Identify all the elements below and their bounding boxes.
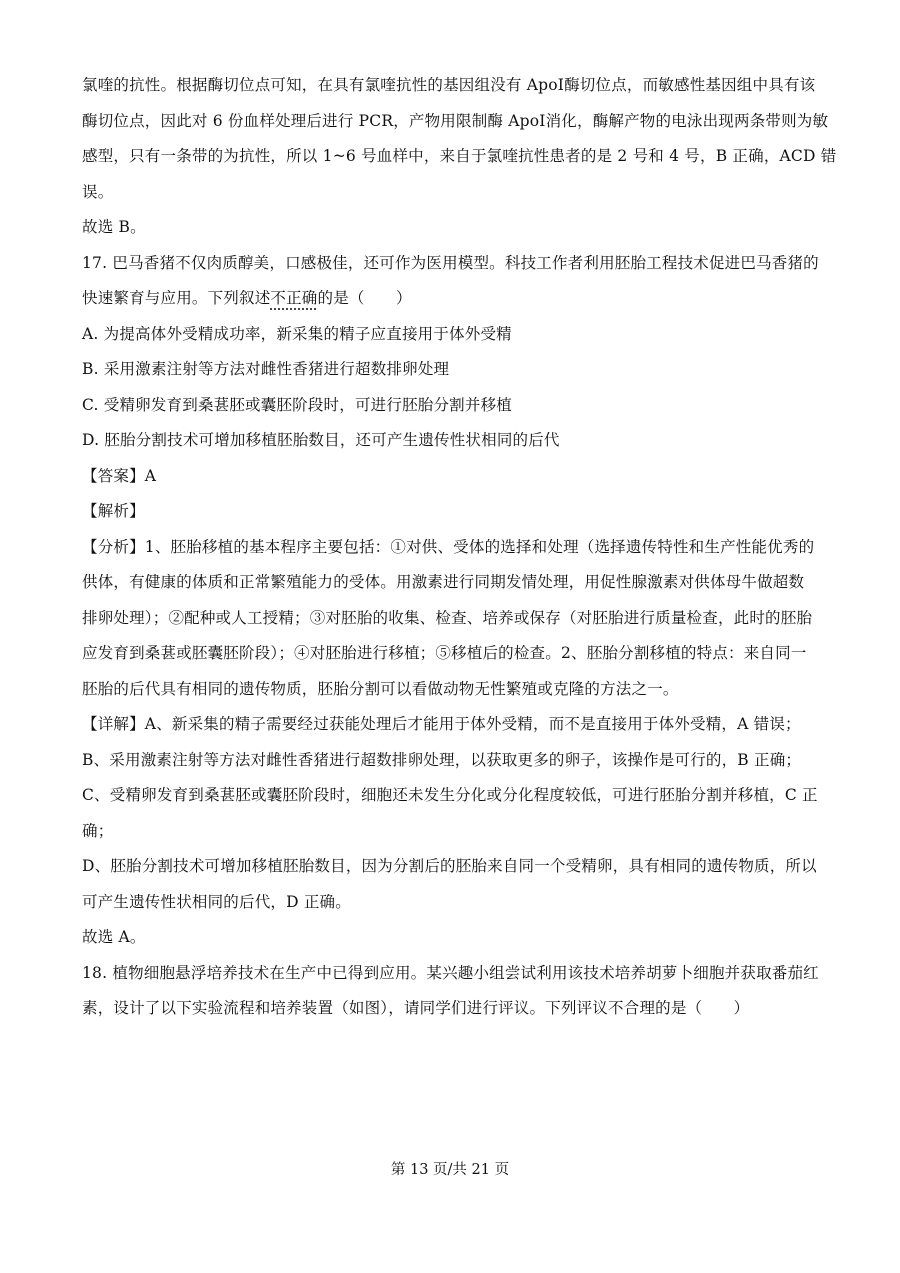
detail-text: 【详解】A、新采集的精子需要经过获能处理后才能用于体外受精，而不是直接用于体外受精，A 错误； bbox=[82, 715, 801, 733]
detail-text: 确； bbox=[82, 821, 114, 840]
detail-text: B、采用激素注射等方法对雌性香猪进行超数排卵处理，以获取更多的卵子，该操作是可行的，B 正确； bbox=[82, 750, 802, 769]
answer-line: 【答案】A bbox=[82, 466, 157, 485]
question-18-stem: 18. 植物细胞悬浮培养技术在生产中已得到应用。某兴趣小组尝试利用该技术培养胡萝卜细胞并获取番茄红 bbox=[82, 963, 819, 982]
analysis-text: 胚胎的后代具有相同的遗传物质，胚胎分割可以看做动物无性繁殖或克隆的方法之一。 bbox=[82, 679, 679, 698]
text-line: 感型，只有一条带的为抗性，所以 1~6 号血样中，来自于氯喹抗性患者的是 2 号和 4 号，B 正确，ACD 错 bbox=[82, 147, 837, 165]
text-line: 酶切位点，因此对 6 份血样处理后进行 PCR，产物用限制酶 ApoI消化，酶解产物的电泳出现两条带则为敏 bbox=[82, 111, 829, 130]
detail-text: C、受精卵发育到桑葚胚或囊胚阶段时，细胞还未发生分化或分化程度较低，可进行胚胎分割并移植，C 正 bbox=[82, 786, 818, 804]
text-line: 氯喹的抗性。根据酶切位点可知，在具有氯喹抗性的基因组没有 ApoI酶切位点，而敏感性基因组中具有该 bbox=[82, 76, 816, 94]
emphasis-not-correct: 不正确 bbox=[270, 289, 318, 307]
option-b: B. 采用激素注射等方法对雌性香猪进行超数排卵处理 bbox=[82, 360, 450, 378]
conclusion-line: 故选 A。 bbox=[82, 928, 146, 946]
option-a: A. 为提高体外受精成功率，新采集的精子应直接用于体外受精 bbox=[82, 324, 512, 343]
analysis-text: 应发育到桑葚或胚囊胚阶段）；④对胚胎进行移植；⑤移植后的检查。2、胚胎分割移植的特点：来自同一 bbox=[82, 644, 807, 662]
question-17-stem: 17. 巴马香猪不仅肉质醇美，口感极佳，还可作为医用模型。科技工作者利用胚胎工程技术促进巴马香猪的 bbox=[82, 253, 819, 272]
stem-text: 快速繁育与应用。下列叙述 bbox=[82, 289, 271, 307]
conclusion-line: 故选 B。 bbox=[82, 218, 146, 236]
option-c: C. 受精卵发育到桑葚胚或囊胚阶段时，可进行胚胎分割并移植 bbox=[82, 395, 512, 414]
stem-text-end: 的是（ ） bbox=[317, 289, 412, 307]
document-body bbox=[82, 68, 837, 1027]
analysis-text: 排卵处理）；②配种或人工授精；③对胚胎的收集、检查、培养或保存（对胚胎进行质量检查，此时的胚胎 bbox=[82, 608, 813, 627]
question-17-stem-cont bbox=[82, 281, 822, 317]
text-line: 误。 bbox=[82, 182, 114, 201]
detail-text: 可产生遗传性状相同的后代，D 正确。 bbox=[82, 892, 351, 911]
page-footer: 第 13 页/共 21 页 bbox=[390, 1162, 510, 1178]
analysis-heading: 【解析】 bbox=[82, 502, 145, 520]
option-d: D. 胚胎分割技术可增加移植胚胎数目，还可产生遗传性状相同的后代 bbox=[82, 431, 560, 449]
analysis-text: 供体，有健康的体质和正常繁殖能力的受体。用激素进行同期发情处理，用促性腺激素对供体母牛做超数 bbox=[82, 573, 805, 591]
analysis-text: 【分析】1、胚胎移植的基本程序主要包括：①对供、受体的选择和处理（选择遗传特性和生产性能优秀的 bbox=[82, 537, 815, 556]
question-18-stem-cont: 素，设计了以下实验流程和培养装置（如图），请同学们进行评议。下列评议不合理的是（ ） bbox=[82, 999, 750, 1017]
detail-text: D、胚胎分割技术可增加移植胚胎数目，因为分割后的胚胎来自同一个受精卵，具有相同的遗传物质，所以 bbox=[82, 857, 817, 875]
